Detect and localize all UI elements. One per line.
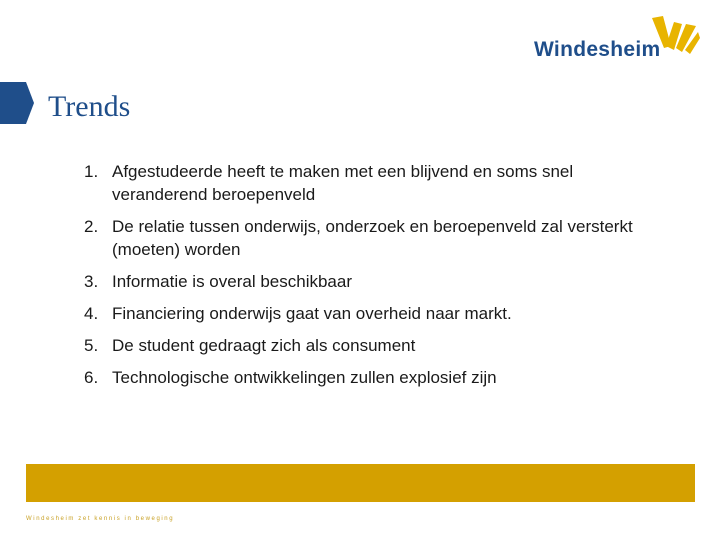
list-item-text: Informatie is overal beschikbaar	[112, 272, 353, 291]
list-item-number: 2.	[84, 217, 99, 236]
logo-w-mark-icon	[652, 16, 700, 62]
slide-title: Trends	[48, 90, 131, 123]
list-item-text: Financiering onderwijs gaat van overheid naar markt.	[112, 304, 512, 323]
list-item	[84, 215, 644, 261]
list-item-number: 6.	[84, 368, 99, 387]
list-item	[84, 334, 644, 357]
list-item-number: 3.	[84, 272, 99, 291]
list-item	[84, 270, 644, 293]
footer-bar	[26, 464, 695, 502]
list-item-number: 4.	[84, 304, 99, 323]
list-item-text: De student gedraagt zich als consument	[112, 336, 416, 355]
list-item-number: 1.	[84, 162, 99, 181]
list-item	[84, 160, 644, 206]
trend-list	[84, 160, 644, 398]
list-item	[84, 366, 644, 389]
windesheim-logo	[534, 14, 702, 64]
list-item-number: 5.	[84, 336, 99, 355]
list-item-text: Afgestudeerde heeft te maken met een blijvend en soms snel veranderend beroepenveld	[112, 162, 574, 204]
logo-wordmark: Windesheim	[534, 38, 661, 61]
list-item	[84, 302, 644, 325]
list-item-text: De relatie tussen onderwijs, onderzoek en beroepenveld zal versterkt (moeten) worden	[112, 217, 633, 259]
title-accent-marker	[0, 82, 34, 124]
list-item-text: Technologische ontwikkelingen zullen explosief zijn	[112, 368, 497, 387]
footer-tagline: Windesheim zet kennis in beweging	[26, 516, 175, 522]
